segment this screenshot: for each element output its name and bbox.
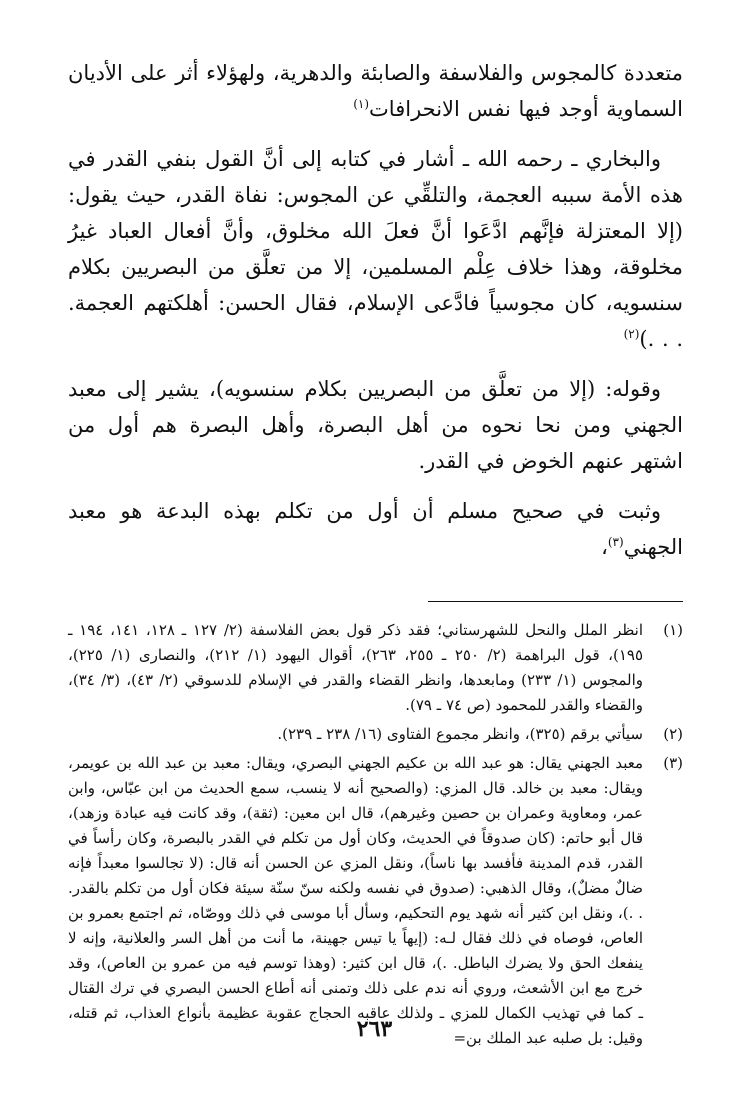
footnote-divider bbox=[428, 601, 683, 602]
paragraph-3 bbox=[68, 371, 683, 479]
footnote-ref-2[interactable]: (٢) bbox=[623, 327, 640, 341]
footnote-number: (٢) bbox=[663, 725, 683, 743]
paragraph-2 bbox=[68, 141, 683, 357]
footnote-text: معبد الجهني يقال: هو عبد الله بن عكيم الجهني البصري، ويقال: معبد بن عبد الله بن عويمر، ويقال: معبد بن خالد. قال المزي: (والصحيح أنه لا ينسب، سمع الحديث من ابن عبّاس، وابن عمر، ومعاوية وعمران بن حصين وغيرهم)، قال ابن معين: (ثقة)، وقد كانت فيه عبادة وزهد)، قال أبو حاتم: (كان صدوقاً في الحديث، وكان أول من تكلم في القدر بالبصرة، وكان رأساً في القدر، قدم المدينة فأفسد بها ناساً)، ونقل المزي عن الحسن أنه قال: (لا تجالسوا معبداً فإنه ضالٌ مضلٌ)، وقال الذهبي: (صدوق في نفسه ولكنه سنّ سنّة سيئة فكان أول من تكلم بالقدر. . .)، ونقل ابن كثير أنه شهد يوم التحكيم، وسأل أبا موسى في ذلك ووصّاه، ثم اجتمع بعمرو بن العاص، فوصاه في ذلك فقال لـه: (إيهاً يا تيس جهينة، ما أنت من أهل السر والعلانية، وإنه لا ينفعك الحق ولا يضرك الباطل. .)، قال ابن كثير: (وهذا توسم فيه من عمرو بن العاص)، وقد خرج مع ابن الأشعث، وروي أنه ندم على ذلك وتمنى أنه أطاع الحسن البصري في ترك القتال ـ كما في تهذيب الكمال للمزي ـ ولذلك عاقبه الحجاج عقوبة عظيمة بأنواع العذاب، ثم قتله، وقيل: بل صلبه عبد الملك بن= bbox=[68, 754, 643, 1047]
paragraph-tail: ، bbox=[601, 535, 608, 559]
footnote-ref-3[interactable]: (٣) bbox=[607, 535, 624, 549]
footnote-text: انظر الملل والنحل للشهرستاني؛ فقد ذكر قول بعض الفلاسفة (٢/ ١٢٧ ـ ١٢٨، ١٤١، ١٩٤ ـ ١٩٥)، قول البراهمة (٢/ ٢٥٠ ـ ٢٥٥، ٢٦٣)، أقوال اليهود (١/ ٢١٢)، والنصارى (١/ ٢٢٥)، والمجوس (١/ ٢٣٣) ومابعدها، وانظر القضاء والقدر في الإسلام للدسوقي (٢/ ٤٣)، (٣/ ٣٤)، والقضاء والقدر للمحمود (ص ٧٤ ـ ٧٩). bbox=[68, 621, 644, 714]
footnote-2 bbox=[68, 722, 683, 747]
footnote-number: (٣) bbox=[663, 754, 683, 772]
footnote-ref-1[interactable]: (١) bbox=[353, 97, 370, 111]
page-number: ٢٦٣ bbox=[356, 1016, 393, 1042]
footnote-text: سيأتي برقم (٣٢٥)، وانظر مجموع الفتاوى (١٦/ ٢٣٨ ـ ٢٣٩). bbox=[277, 725, 643, 743]
paragraph-text: وثبت في صحيح مسلم أن أول من تكلم بهذه البدعة هو معبد الجهني bbox=[68, 499, 683, 559]
footnote-number: (١) bbox=[663, 621, 683, 639]
footnotes-section bbox=[68, 612, 683, 1051]
paragraph-text: وقوله: (إلا من تعلَّق من البصريين بكلام سنسويه)، يشير إلى معبد الجهني ومن نحا نحوه من أهل البصرة، وأهل البصرة هم أول من اشتهر عنهم الخوض في القدر. bbox=[68, 377, 683, 473]
paragraph-4 bbox=[68, 493, 683, 565]
footnote-3 bbox=[68, 751, 683, 1051]
footnote-1 bbox=[68, 618, 683, 718]
paragraph-1 bbox=[68, 55, 683, 127]
paragraph-text: والبخاري ـ رحمه الله ـ أشار في كتابه إلى أنَّ القول بنفي القدر في هذه الأمة سببه العجمة، والتلقِّي عن المجوس: نفاة القدر، حيث يقول: (إلا المعتزلة فإنَّهم ادَّعَوا أنَّ فعلَ الله مخلوق، وأنَّ أفعال العباد غيرُ مخلوقة، وهذا خلاف عِلْم المسلمين، إلا من تعلَّق من البصريين بكلام سنسويه، كان مجوسياً فادَّعى الإسلام، فقال الحسن: أهلكتهم العجمة. . . .) bbox=[68, 147, 683, 351]
paragraph-text: متعددة كالمجوس والفلاسفة والصابئة والدهرية، ولهؤلاء أثر على الأديان السماوية أوجد فيها نفس الانحرافات bbox=[68, 61, 683, 121]
